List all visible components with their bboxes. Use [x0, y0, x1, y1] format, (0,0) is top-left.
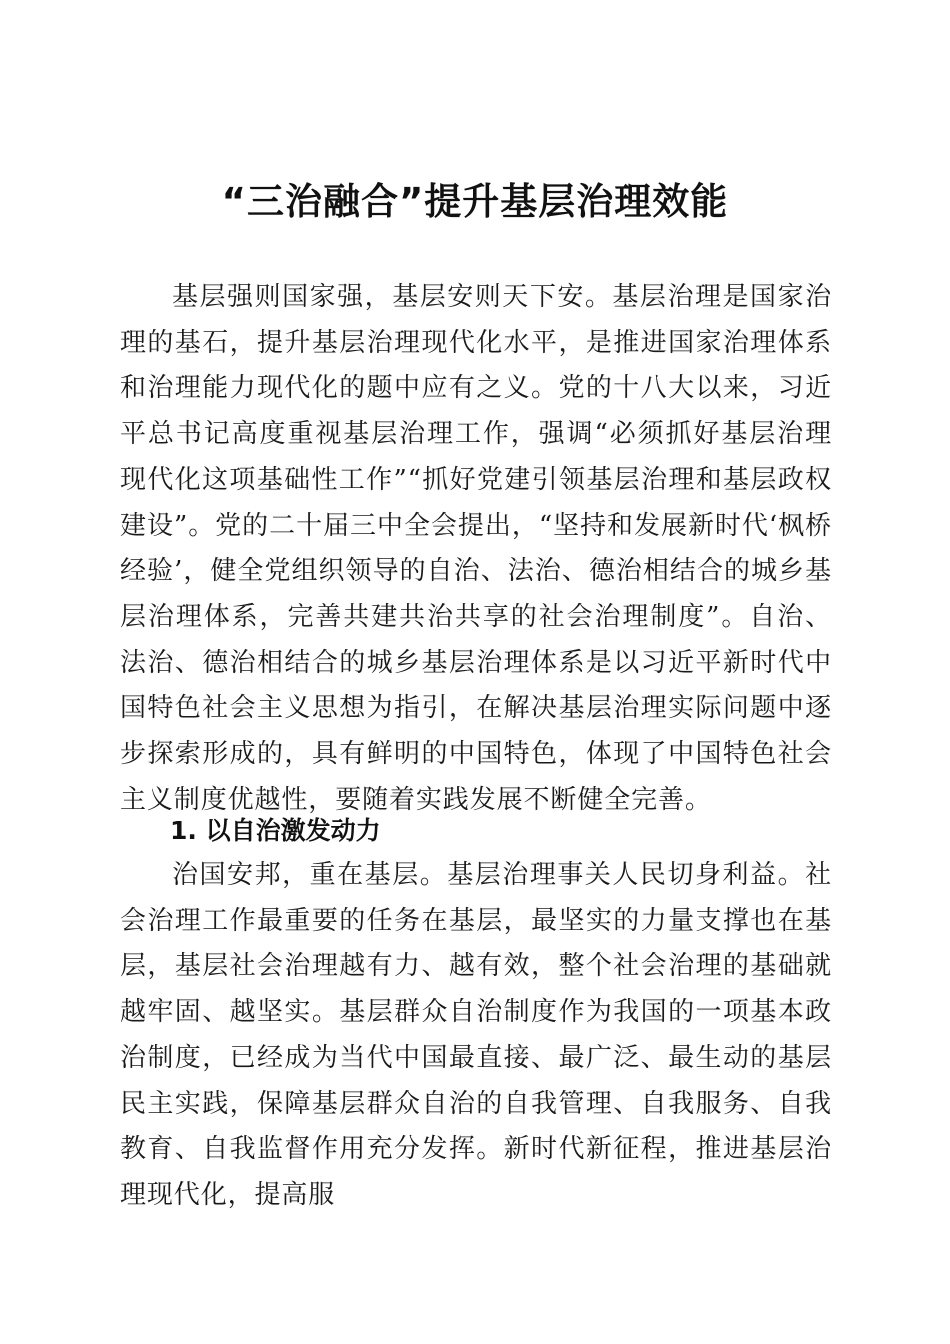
intro-paragraph: 基层强则国家强，基层安则天下安。基层治理是国家治理的基石，提升基层治理现代化水平，是推进国家治理体系和治理能力现代化的题中应有之义。党的十八大以来，习近平总书记高度重视基层治理工作，强调“必须抓好基层治理现代化这项基础性工作”“抓好党建引领基层治理和基层政权建设”。党的二十届三中全会提出，“坚持和发展新时代‘枫桥经验’，健全党组织领导的自治、法治、德治相结合的城乡基层治理体系，完善共建共治共享的社会治理制度”。自治、法治、德治相结合的城乡基层治理体系是以习近平新时代中国特色社会主义思想为指引，在解决基层治理实际问题中逐步探索形成的，具有鲜明的中国特色，体现了中国特色社会主义制度优越性，要随着实践发展不断健全完善。	[120, 282, 832, 815]
section-paragraph: 治国安邦，重在基层。基层治理事关人民切身利益。社会治理工作最重要的任务在基层，最坚实的力量支撑也在基层，基层社会治理越有力、越有效，整个社会治理的基础就越牢固、越坚实。基层群众自治制度作为我国的一项基本政治制度，已经成为当代中国最直接、最广泛、最生动的基层民主实践，保障基层群众自治的自我管理、自我服务、自我教育、自我监督作用充分发挥。新时代新征程，推进基层治理现代化，提高服	[120, 860, 832, 1210]
section-heading: 1. 以自治激发动力	[170, 816, 381, 845]
document-title: “三治融合”提升基层治理效能	[221, 180, 729, 223]
